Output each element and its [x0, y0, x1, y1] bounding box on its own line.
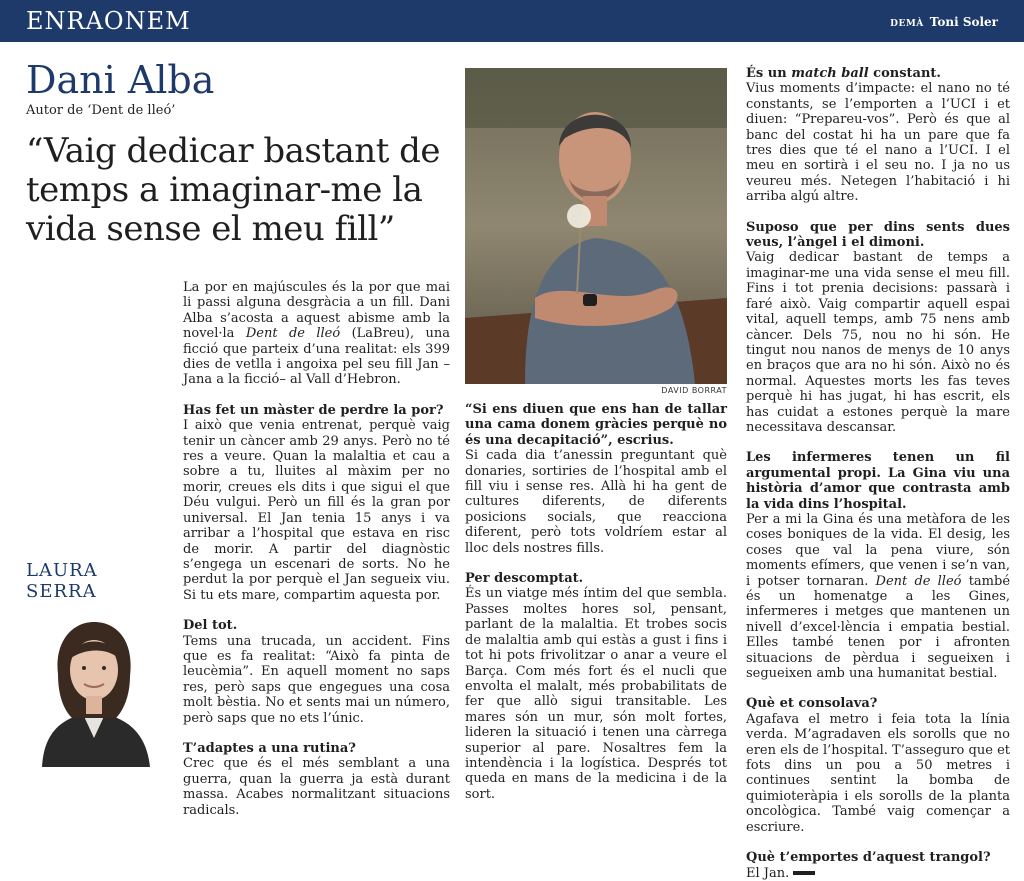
question: Què et consolava?: [746, 696, 878, 712]
answer: [746, 866, 1010, 881]
answer: Tems una trucada, un accident. Fins que es fa realitat: “Això fa pinta de leucèmia”. En aquell moment no saps res, però saps que engegues una cosa molt bèstia. No et sents mai un número, però saps que no ets l’únic.: [183, 633, 450, 726]
answer: Vaig dedicar bastant de temps a imaginar-me una vida sense el meu fill. Fins i tot prenia decisions: passarà i faré això. Vaig compartir aquell espai vital, aquell temps, amb 75 nens amb càncer. Dels 75, nou no hi són. He tingut nou nanos de menys de 10 anys en braços que ara no hi són. Això no és normal. Aquestes morts les fas teves perquè hi has jugat, hi has escrit, els has cuidat a estones perquè la mare necessitava descansar.: [746, 250, 1010, 435]
question-emphasis: match ball: [791, 66, 869, 81]
section-title: ENRAONEM: [26, 7, 191, 35]
answer-text: també és un homenatge a les Gines, infermeres i metges que mantenen un nivell d’excel·lència i empatia bestial. Elles també tenen por i afronten situacions de pèrdua i segueixen i segueixen amb una humanitat bestial.: [746, 573, 1011, 682]
main-photo: [465, 68, 727, 384]
question: T’adaptes a una rutina?: [183, 740, 356, 756]
question: Del tot.: [183, 618, 238, 634]
lede-text-2: (LaBreu), una ficció que parteix d’una realitat: els 399 dies de vetlla i angoixa pel seu fill Jan –Jana a la ficció– al Vall d’Hebron.: [183, 326, 450, 388]
answer: Agafava el metro i feia tota la línia verda. M’agradaven els sorolls que no eren els de l’hospital. T’asseguro que et fots dins un pou a 50 metres i continues sentint la bomba de quimioteràpia i els sorolls de la planta oncològica. També vaig començar a escriure.: [746, 711, 1010, 835]
answer-text: Per a mi la Gina és una metàfora de les coses boniques de la vida. El desig, les coses que val la pena viure, són moments efímers, que venen i se’n van, i potser tornaran.: [746, 511, 1010, 589]
author-byline: [26, 560, 156, 602]
question: Què t’emportes d’aquest trangol?: [746, 850, 991, 866]
lede-text-1: La por en majúscules és la por que mai li passi alguna desgràcia a un fill. Dani Alba s’acosta a aquest abisme amb la novel·la: [183, 280, 450, 342]
author-last-name: SERRA: [26, 581, 97, 602]
answer: Si cada dia t’anessin preguntant què donaries, sortiries de l’hospital amb el fill viu i sense res. Allà hi ha gent de cultures diferents, de diferents posicions socials, que reacciona diferent, però tots voldríem estar al lloc dels nostres fills.: [465, 448, 727, 556]
lede-book-title: Dent de lleó: [245, 326, 341, 342]
next-day-name: Toni Soler: [929, 15, 998, 29]
question-text: constant.: [868, 66, 941, 81]
question-text: És un: [746, 66, 792, 81]
answer: Crec que és el més semblant a una guerra, quan la guerra ja està durant massa. Acabes normalitzant situacions radicals.: [183, 756, 450, 818]
interviewee-name: Dani Alba: [26, 58, 215, 102]
answer-book-title: Dent de lleó: [875, 573, 962, 589]
question: Has fet un màster de perdre la por?: [183, 402, 444, 418]
headline: “Vaig dedicar bastant de temps a imaginar-me la vida sense el meu fill”: [26, 131, 441, 249]
lede: [183, 280, 450, 388]
end-mark: [793, 871, 815, 875]
question: Les infermeres tenen un fil argumental propi. La Gina viu una història d’amor que contrasta amb la vida dins l’hospital.: [746, 450, 1010, 512]
answer: [746, 512, 1010, 681]
section-header: [0, 0, 1024, 42]
column-1: [183, 280, 450, 818]
photo-credit: DAVID BORRAT: [661, 386, 727, 395]
question: “Si ens diuen que ens han de tallar una cama donem gràcies perquè no és una decapitació”, escrius.: [465, 402, 727, 448]
column-2: [465, 402, 727, 802]
answer: És un viatge més íntim del que sembla. Passes moltes hores sol, pensant, parlant de la malaltia. Et trobes socis de malaltia amb qui estàs a gust i fins i tot hi pots frivolitzar o anar a veure el Barça. Com més fort és el nucli que envolta el malalt, més probabilitats de fer que allò sigui transitable. Les mares són un mur, són molt fortes, lideren la situació i tenen una càrrega superior al pare. Nosaltres fem la intendència i la logística. Després tot queda en mans de la medicina i de la sort.: [465, 586, 727, 802]
next-day-teaser: [890, 14, 998, 32]
question: Suposo que per dins sents dues veus, l’àngel i el dimoni.: [746, 219, 1010, 251]
author-first-name: LAURA: [26, 560, 98, 581]
answer: I això que venia entrenat, perquè vaig tenir un càncer amb 29 anys. Però no té res a veure. Quan la malaltia et cau a sobre a tu, lluites al màxim per no morir, creues els dits i que sigui el que Déu vulgui. Però un fill és la gran por universal. El Jan tenia 15 anys i va arribar a l’hospital que estava en risc de morir. A partir del diagnòstic s’engega un escenari de sorts. No he perdut la por perquè el Jan segueix viu. Si tu ets mare, compartim aquesta por.: [183, 418, 450, 603]
interviewee-role: Autor de ‘Dent de lleó’: [26, 103, 176, 118]
answer-text: El Jan.: [746, 865, 790, 881]
column-3: [746, 66, 1010, 881]
author-photo: [24, 612, 164, 767]
answer: Vius moments d’impacte: el nano no té constants, se l’emporten a l’UCI i et diuen: “Prepareu-vos”. Però és que al banc del costat hi ha un pare que fa tres dies que té el nano a l’UCI. I el meu en sortirà i el seu no. I ja no us veureu més. Netegen l’habitació i hi arriba algú altre.: [746, 81, 1010, 205]
question: Per descomptat.: [465, 571, 584, 587]
next-day-label: DEMÀ: [890, 19, 924, 29]
question: [746, 66, 1010, 81]
